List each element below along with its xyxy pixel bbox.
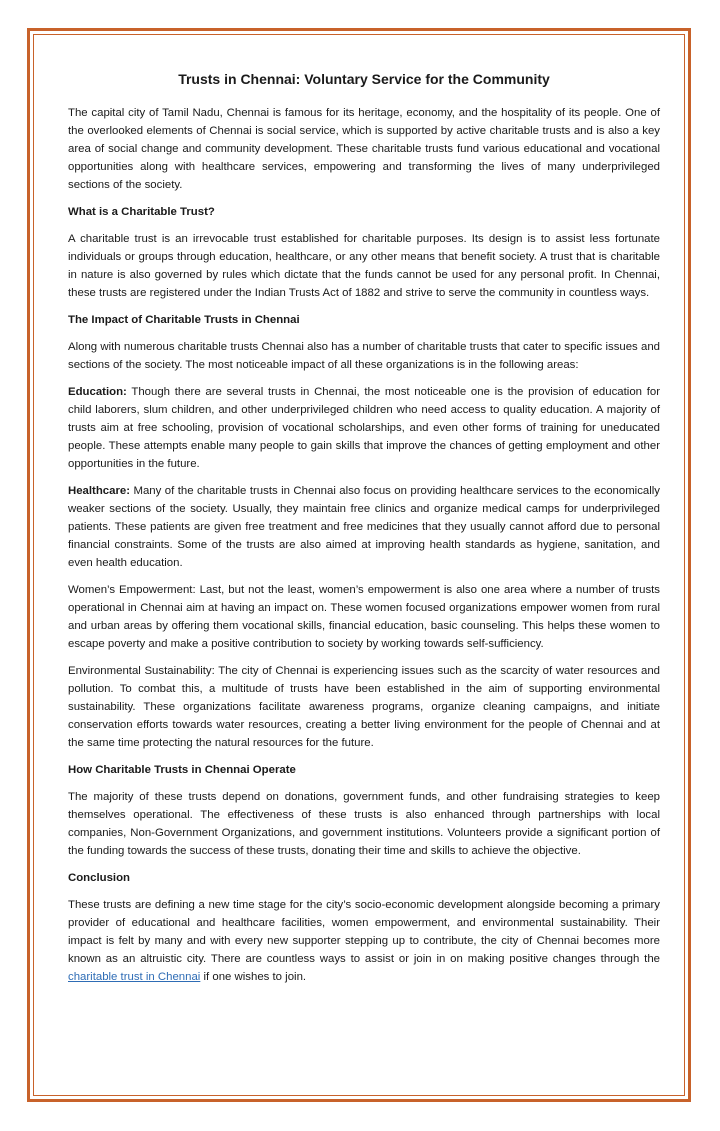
conclusion-body-end: if one wishes to join. (200, 971, 307, 983)
education-lead: Education: (68, 386, 127, 398)
document-title: Trusts in Chennai: Voluntary Service for the Community (178, 71, 550, 87)
education-body: Though there are several trusts in Chennai, the most noticeable one is the provision of education for child laborers, slum children, and other underprivileged children who need access to quality education. A majority of trusts aim at free schooling, provision of vocational scholarships, and even other forms of training for uneducated people. These attempts enable many people to gain skills that improve the chances of getting employment and other opportunities in the future. (68, 386, 660, 470)
paragraph-education (68, 383, 660, 473)
paragraph-environment: Environmental Sustainability: The city of Chennai is experiencing issues such as the scarcity of water resources and pollution. To combat this, a multitude of trusts have been established in the aim of supporting environmental sustainability. These organizations facilitate awareness programs, organize cleaning campaigns, and initiate conservation efforts towards water resources, creating a better living environment for the people of Chennai and at the same time protecting the natural resources for the future. (68, 665, 660, 749)
section-heading-impact: The Impact of Charitable Trusts in Chennai (68, 314, 300, 326)
paragraph-healthcare (68, 482, 660, 572)
intro-paragraph: The capital city of Tamil Nadu, Chennai is famous for its heritage, economy, and the hospitality of its people. One of the overlooked elements of Chennai is social service, which is supported by active charitable trusts and is also a key area of social change and community development. These charitable trusts fund various educational and vocational opportunities along with healthcare services, empowering and transforming the lives of many underprivileged sections of the society. (68, 107, 660, 191)
charitable-trust-link[interactable]: charitable trust in Chennai (68, 971, 201, 983)
section-heading-charitable-trust: What is a Charitable Trust? (68, 206, 215, 218)
paragraph-operate: The majority of these trusts depend on donations, government funds, and other fundraising strategies to keep themselves operational. The effectiveness of these trusts is also enhanced through partnerships with local companies, Non-Government Organizations, and government institutions. Volunteers provide a significant portion of the funding towards the success of these trusts, donating their time and skills to achieve the objective. (68, 791, 660, 857)
section-heading-conclusion: Conclusion (68, 872, 131, 884)
paragraph-womens-empowerment: Women’s Empowerment: Last, but not the least, women’s empowerment is also one area where a number of trusts operational in Chennai aim at having an impact on. These women focused organizations empower women from rural and urban areas by offering them vocational skills, financial education, basic counseling. This helps these women to escape poverty and make a positive contribution to society by working towards self-sufficiency. (68, 584, 660, 650)
section-heading-operate: How Charitable Trusts in Chennai Operate (68, 764, 296, 776)
paragraph-charitable-trust: A charitable trust is an irrevocable trust established for charitable purposes. Its design is to assist less fortunate individuals or groups through education, healthcare, or any other means that benefit society. A trust that is charitable in nature is also governed by rules which dictate that the funds cannot be used for any personal profit. In Chennai, these trusts are registered under the Indian Trusts Act of 1882 and strive to serve the community in countless ways. (68, 233, 660, 299)
document-body (68, 70, 660, 995)
paragraph-conclusion (68, 896, 660, 986)
healthcare-body: Many of the charitable trusts in Chennai also focus on providing healthcare services to the economically weaker sections of the society. Usually, they maintain free clinics and organize medical camps for underprivileged patients. These patients are given free treatment and free medicines that they usually cannot afford due to personal financial constraints. Some of the trusts are also aimed at improving health standards as hygiene, sanitation, and even health education. (68, 485, 660, 569)
conclusion-body-start: These trusts are defining a new time stage for the city’s socio-economic development alongside becoming a primary provider of educational and healthcare facilities, women empowerment, and environmental sustainability. Their impact is felt by many and with every new supporter stepping up to contribute, the city of Chennai becomes more known as an altruistic city. There are countless ways to assist or join in on making positive changes through the (68, 899, 660, 965)
healthcare-lead: Healthcare: (68, 485, 131, 497)
paragraph-impact: Along with numerous charitable trusts Chennai also has a number of charitable trusts that cater to specific issues and sections of the society. The most noticeable impact of all these organizations is in the following areas: (68, 341, 660, 371)
